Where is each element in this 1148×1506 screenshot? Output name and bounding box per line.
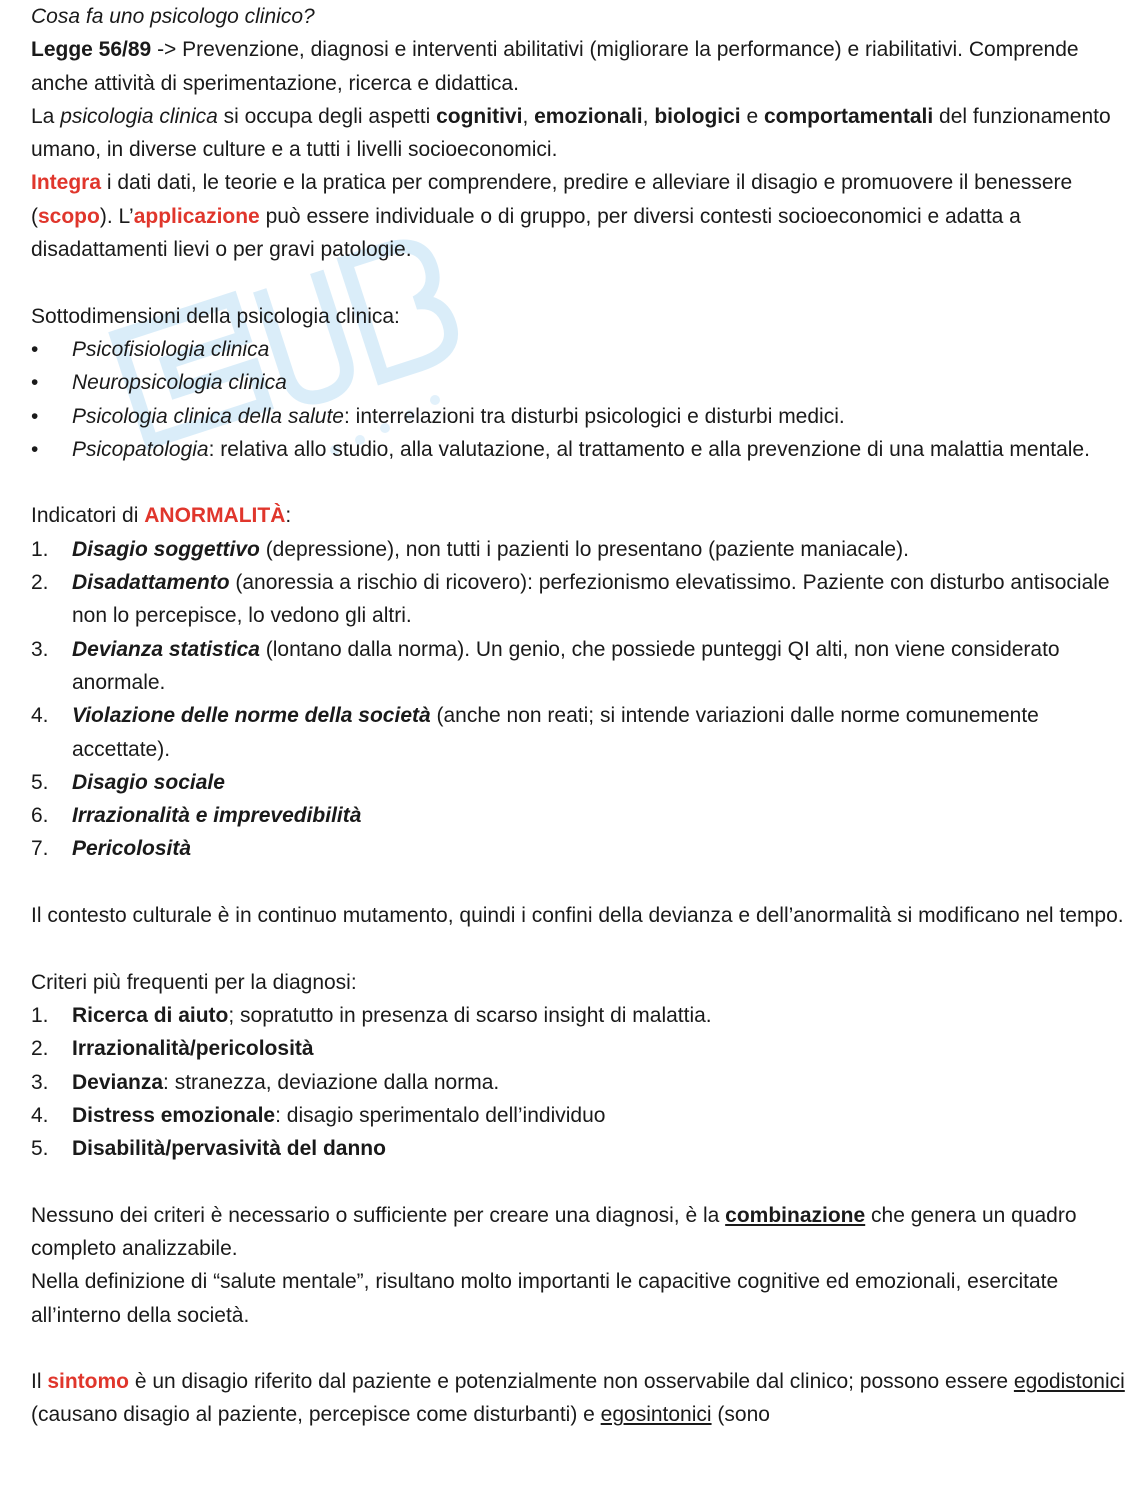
list-item: [31, 333, 1131, 366]
highlight-applicazione: applicazione: [133, 204, 260, 228]
paragraph-mental-health: Nella definizione di “salute mentale”, risultano molto importanti le capacitive cognitive ed emozionali, esercitate all’interno della società.: [31, 1270, 1059, 1327]
abnormality-list: [31, 533, 1131, 866]
list-item: [31, 533, 1131, 566]
def-text-f: del funzionamento umano, in diverse culture e a tutti i livelli socioeconomici.: [31, 104, 1111, 162]
item-number: 5.: [31, 770, 49, 794]
list-item: [31, 699, 1131, 766]
subdimensions-list: [31, 333, 1131, 466]
list-item: [31, 1032, 1131, 1065]
paragraph-context: Il contesto culturale è in continuo mutamento, quindi i confini della devianza e dell’anormalità si modificano nel tempo.: [31, 904, 1124, 928]
list-item: [31, 433, 1131, 466]
sym-text-d: (sono: [711, 1403, 770, 1427]
list-item: [31, 1099, 1131, 1132]
spacer: [31, 932, 1131, 965]
def-sep-1: ,: [522, 104, 535, 128]
def-keyword-1: cognitivi: [436, 104, 523, 128]
item-term: Psicopatologia: [72, 437, 209, 461]
highlight-combinazione: combinazione: [725, 1203, 866, 1227]
comb-text-b: che genera un quadro completo analizzabile.: [31, 1203, 1077, 1260]
item-term: Disagio soggettivo: [72, 537, 260, 561]
page-heading: Cosa fa uno psicologo clinico?: [31, 5, 315, 28]
term-egosintonici: egosintonici: [600, 1403, 712, 1427]
item-desc: : disagio sperimentalo dell’individuo: [275, 1103, 606, 1127]
spacer: [31, 866, 1131, 899]
item-desc: : relativa allo studio, alla valutazione, al trattamento e alla prevenzione di una malattia mentale.: [208, 437, 1090, 461]
item-term: Psicofisiologia clinica: [72, 337, 270, 361]
list-item: [31, 400, 1131, 433]
item-desc: (lontano dalla norma). Un genio, che possiede punteggi QI alti, non viene considerato anormale.: [72, 637, 1060, 694]
item-desc: (anoressia a rischio di ricovero): perfezionismo elevatissimo. Paziente con disturbo antisociale non lo percepisce, lo vedono gli altri.: [72, 571, 1110, 628]
item-desc: (anche non reati; si intende variazioni dalle norme comunemente accettate).: [72, 704, 1039, 761]
term-egodistonici: egodistonici: [1013, 1370, 1125, 1394]
item-number: 1.: [31, 537, 49, 561]
law-reference: Legge 56/89: [31, 38, 152, 62]
def-keyword-3: biologici: [654, 104, 741, 128]
list-item: [31, 566, 1131, 633]
list-item: [31, 366, 1131, 399]
list-item: [31, 1066, 1131, 1099]
item-term: Devianza: [72, 1070, 164, 1094]
spacer: [31, 266, 1131, 299]
criteria-list: [31, 999, 1131, 1165]
paragraph-integra: [31, 166, 1131, 266]
list-item: [31, 1132, 1131, 1165]
sym-text-b: è un disagio riferito dal paziente e potenzialmente non osservabile dal clinico; possono essere: [129, 1370, 1014, 1394]
integra-text-a: i dati dati, le teorie e la pratica per comprendere, predire e alleviare il disagio e promuovere il benessere (: [31, 171, 1073, 228]
subdimensions-title: Sottodimensioni della psicologia clinica:: [31, 304, 400, 328]
paragraph-combination: [31, 1199, 1131, 1266]
comb-text-a: Nessuno dei criteri è necessario o sufficiente per creare una diagnosi, è la: [31, 1203, 726, 1227]
list-item: [31, 832, 1131, 865]
def-term: psicologia clinica: [60, 104, 218, 128]
item-number: 3.: [31, 637, 49, 661]
item-number: 4.: [31, 704, 49, 728]
integra-text-b: ). L’: [99, 204, 134, 228]
item-number: 1.: [31, 1003, 49, 1027]
def-keyword-4: comportamentali: [764, 104, 934, 128]
document-page: [31, 0, 1131, 1432]
sym-text-a: Il: [31, 1370, 48, 1394]
item-term: Violazione delle norme della società: [72, 704, 431, 728]
item-desc: : stranezza, deviazione dalla norma.: [163, 1070, 500, 1094]
def-sep-2: ,: [642, 104, 655, 128]
spacer: [31, 1332, 1131, 1365]
sym-text-c: (causano disagio al paziente, percepisce come disturbanti) e: [31, 1403, 601, 1427]
item-term: Irrazionalità e imprevedibilità: [72, 804, 362, 828]
highlight-anormalita: ANORMALITÀ: [144, 504, 286, 528]
item-term: Disadattamento: [72, 571, 230, 595]
abn-title-b: :: [285, 504, 292, 528]
item-desc: ; sopratutto in presenza di scarso insight di malattia.: [228, 1003, 712, 1027]
item-desc: : interrelazioni tra disturbi psicologici e disturbi medici.: [344, 404, 845, 428]
item-term: Pericolosità: [72, 837, 192, 861]
spacer: [31, 466, 1131, 499]
item-number: 2.: [31, 571, 49, 595]
def-sep-3: e: [740, 104, 764, 128]
item-number: 4.: [31, 1103, 49, 1127]
list-item: [31, 766, 1131, 799]
item-number: 2.: [31, 1037, 49, 1061]
item-number: 3.: [31, 1070, 49, 1094]
item-term: Irrazionalità/pericolosità: [72, 1037, 314, 1061]
criteria-title: Criteri più frequenti per la diagnosi:: [31, 970, 357, 994]
abn-title-a: Indicatori di: [31, 504, 145, 528]
item-number: 5.: [31, 1137, 49, 1161]
paragraph-symptom: [31, 1365, 1131, 1432]
paragraph-law: [31, 33, 1131, 100]
item-term: Devianza statistica: [72, 637, 260, 661]
item-desc: (depressione), non tutti i pazienti lo presentano (paziente maniacale).: [259, 537, 909, 561]
highlight-sintomo: sintomo: [47, 1370, 130, 1394]
list-item: [31, 799, 1131, 832]
item-term: Ricerca di aiuto: [72, 1003, 229, 1027]
highlight-scopo: scopo: [38, 204, 100, 228]
item-number: 7.: [31, 837, 49, 861]
item-term: Neuropsicologia clinica: [72, 371, 287, 395]
def-text-a: La: [31, 104, 61, 128]
def-keyword-2: emozionali: [534, 104, 643, 128]
spacer: [31, 1165, 1131, 1198]
abnormality-title: [31, 499, 1131, 532]
def-text-b: si occupa degli aspetti: [217, 104, 437, 128]
item-term: Disagio sociale: [72, 770, 225, 794]
item-number: 6.: [31, 804, 49, 828]
list-item: [31, 999, 1131, 1032]
highlight-integra: Integra: [31, 171, 102, 195]
integra-text-c: può essere individuale o di gruppo, per diversi contesti socioeconomici e adatta a disadattamenti lievi o per gravi patologie.: [31, 204, 1021, 262]
paragraph-definition: [31, 100, 1131, 167]
item-term: Psicologia clinica della salute: [72, 404, 344, 428]
law-text: -> Prevenzione, diagnosi e interventi abilitativi (migliorare la performance) e riabilitativi. Comprende anche attività di sperimentazione, ricerca e didattica.: [31, 38, 1079, 95]
list-item: [31, 633, 1131, 700]
item-term: Disabilità/pervasività del danno: [72, 1137, 386, 1161]
item-term: Distress emozionale: [72, 1103, 276, 1127]
